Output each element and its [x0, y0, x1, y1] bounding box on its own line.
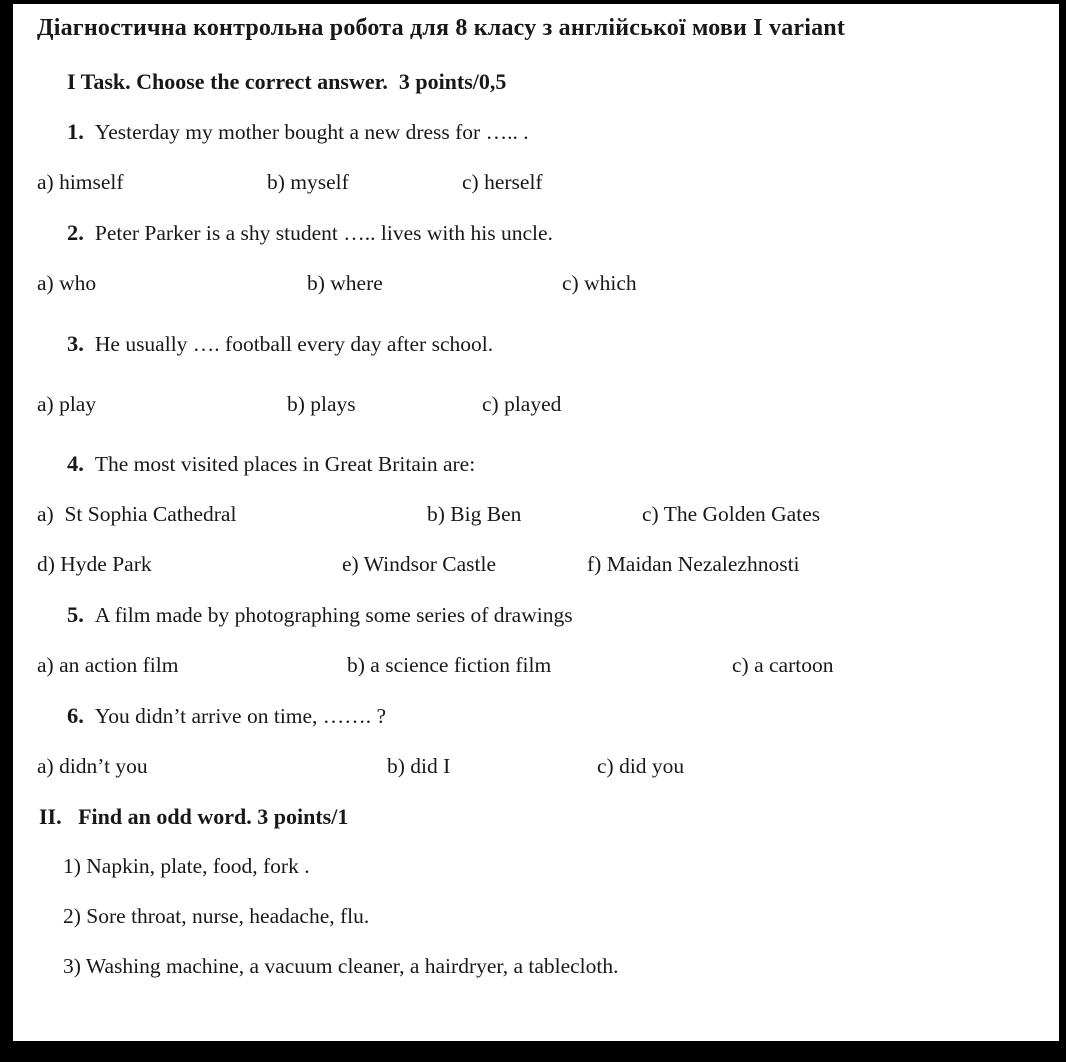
option: e) Windsor Castle [342, 552, 496, 576]
task2-item-2: 2) Sore throat, nurse, headache, flu. [63, 904, 370, 928]
question-4-options-row-2 [37, 550, 1053, 579]
option: c) The Golden Gates [642, 502, 821, 526]
question-3-options [37, 390, 1053, 419]
option: f) Maidan Nezalezhnosti [587, 552, 800, 576]
question-4-number: 4. [67, 451, 84, 476]
question-2-options [37, 269, 1053, 298]
question-1-text: Yesterday my mother bought a new dress for ….. . [94, 120, 529, 144]
task2-item-1: 1) Napkin, plate, food, fork . [63, 854, 310, 878]
document-page [13, 4, 1059, 1041]
question-5-number: 5. [67, 602, 84, 627]
question-4-text: The most visited places in Great Britain are: [94, 452, 476, 476]
question-3-text: He usually …. football every day after school. [94, 332, 494, 356]
question-5 [67, 600, 1053, 630]
option: b) a science fiction film [347, 653, 552, 677]
question-3-number: 3. [67, 331, 84, 356]
option: c) did you [597, 754, 685, 778]
question-1-options [37, 168, 1053, 197]
option: c) which [562, 271, 637, 295]
option: a) himself [37, 170, 124, 194]
option: b) did I [387, 754, 451, 778]
question-6-number: 6. [67, 703, 84, 728]
question-3 [67, 329, 1053, 359]
option: c) herself [462, 170, 543, 194]
question-6-text: You didn’t arrive on time, ……. ? [94, 704, 387, 728]
question-5-options [37, 651, 1053, 680]
question-6 [67, 701, 1053, 731]
question-5-text: A film made by photographing some series of drawings [94, 603, 573, 627]
option: a) didn’t you [37, 754, 148, 778]
question-4-options-row-1 [37, 500, 1053, 529]
option: c) a cartoon [732, 653, 834, 677]
option: b) Big Ben [427, 502, 522, 526]
task1-header: I Task. Choose the correct answer. 3 points/0,5 [67, 69, 507, 94]
task2-header: II. Find an odd word. 3 points/1 [39, 804, 349, 829]
question-4 [67, 449, 1053, 479]
document-title: Діагностична контрольна робота для 8 класу з англійської мови I variant [37, 15, 846, 41]
question-1-number: 1. [67, 119, 84, 144]
option: a) play [37, 392, 97, 416]
question-2 [67, 218, 1053, 248]
option: a) an action film [37, 653, 179, 677]
task2-item-3: 3) Washing machine, a vacuum cleaner, a hairdryer, a tablecloth. [63, 954, 619, 978]
question-1 [67, 117, 1053, 147]
option: b) where [307, 271, 383, 295]
option: a) who [37, 271, 97, 295]
question-6-options [37, 752, 1053, 781]
option: c) played [482, 392, 562, 416]
option: b) myself [267, 170, 349, 194]
option: a) St Sophia Cathedral [37, 502, 237, 526]
option: d) Hyde Park [37, 552, 152, 576]
question-2-text: Peter Parker is a shy student ….. lives with his uncle. [94, 221, 553, 245]
option: b) plays [287, 392, 356, 416]
question-2-number: 2. [67, 220, 84, 245]
